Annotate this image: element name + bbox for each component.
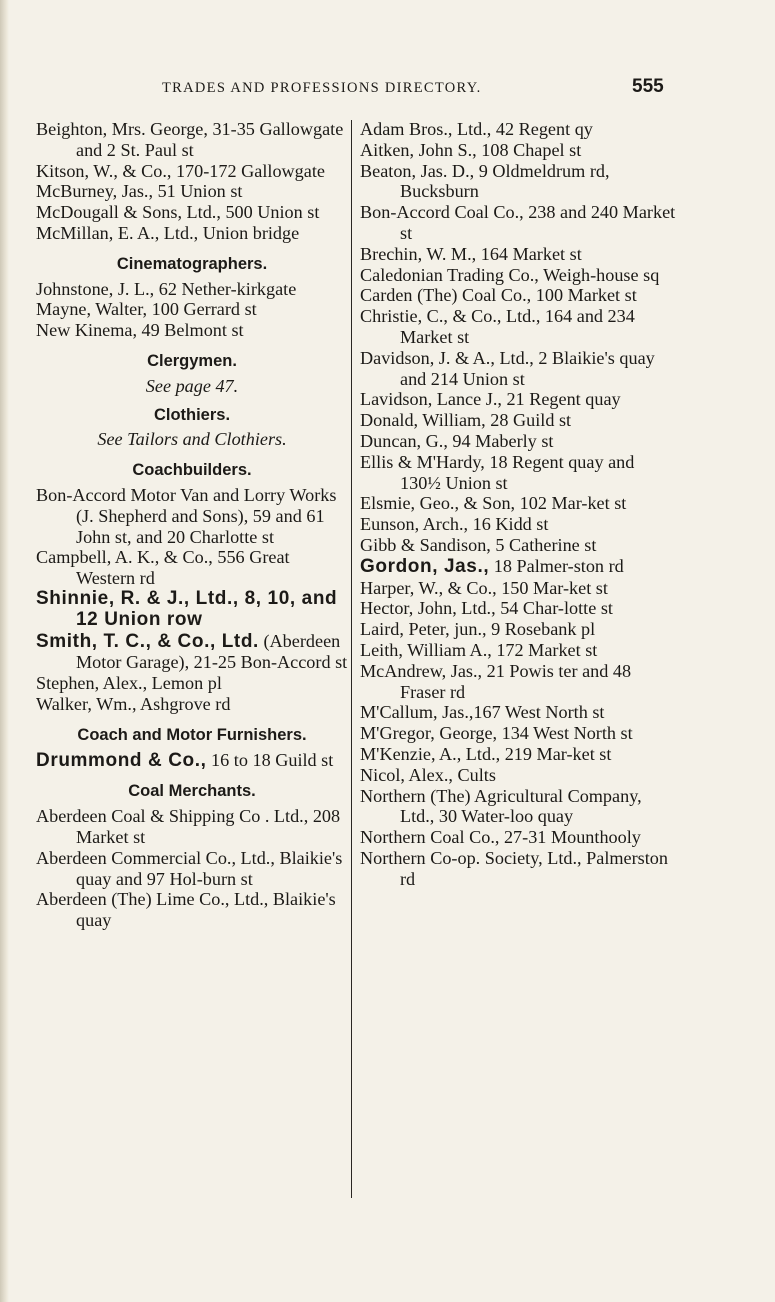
list-item: Ellis & M'Hardy, 18 Regent quay and 130½ Union st bbox=[360, 451, 635, 493]
list-item: Eunson, Arch., 16 Kidd st bbox=[360, 514, 549, 535]
list-item: Johnstone, J. L., 62 Nether-kirkgate bbox=[36, 278, 297, 299]
entry-address: 16 to 18 Guild st bbox=[206, 749, 334, 770]
list-item: Bon-Accord Motor Van and Lorry Works (J. Shepherd and Sons), 59 and 61 John st, and 20 Charlotte st bbox=[36, 484, 337, 547]
see-reference: See Tailors and Clothiers. bbox=[97, 429, 287, 450]
list-item: Adam Bros., Ltd., 42 Regent qy bbox=[360, 119, 593, 139]
list-item: M'Callum, Jas.,167 West North st bbox=[360, 702, 605, 723]
list-item: McMillan, E. A., Ltd., Union bridge bbox=[36, 222, 300, 243]
list-item: Duncan, G., 94 Maberly st bbox=[360, 430, 554, 451]
list-item: Campbell, A. K., & Co., 556 Great Western rd bbox=[36, 547, 290, 589]
list-item: Davidson, J. & A., Ltd., 2 Blaikie's quay and 214 Union st bbox=[360, 347, 655, 389]
list-item: Donald, William, 28 Guild st bbox=[360, 410, 572, 431]
right-column bbox=[360, 119, 678, 889]
page-spine-shadow bbox=[0, 0, 9, 1302]
list-item bbox=[36, 750, 348, 772]
section-heading-clergymen: Clergymen. bbox=[147, 351, 237, 370]
list-item: Kitson, W., & Co., 170-172 Gallowgate bbox=[36, 160, 325, 181]
see-reference: See page 47. bbox=[145, 375, 239, 396]
list-item: New Kinema, 49 Belmont st bbox=[36, 320, 244, 341]
list-item: Christie, C., & Co., Ltd., 164 and 234 Market st bbox=[360, 306, 635, 347]
section-heading-coachbuilders: Coachbuilders. bbox=[132, 461, 252, 480]
list-item: Beighton, Mrs. George, 31-35 Gallowgate and 2 St. Paul st bbox=[36, 119, 344, 160]
list-item: Harper, W., & Co., 150 Mar-ket st bbox=[360, 577, 608, 598]
running-head-title: TRADES AND PROFESSIONS DIRECTORY. bbox=[162, 80, 482, 96]
list-item: Elsmie, Geo., & Son, 102 Mar-ket st bbox=[360, 493, 627, 514]
entry-address: 18 Palmer-ston rd bbox=[489, 555, 624, 576]
section-heading-coal-merchants: Coal Merchants. bbox=[128, 782, 256, 801]
list-item: Nicol, Alex., Cults bbox=[360, 764, 496, 785]
list-item: McBurney, Jas., 51 Union st bbox=[36, 181, 243, 202]
list-item: Aitken, John S., 108 Chapel st bbox=[360, 139, 582, 160]
bold-business-name: Smith, T. C., & Co., Ltd. bbox=[36, 630, 259, 652]
list-item: Beaton, Jas. D., 9 Oldmeldrum rd, Bucksburn bbox=[360, 160, 610, 202]
page-number: 555 bbox=[632, 76, 664, 97]
list-item: Lavidson, Lance J., 21 Regent quay bbox=[360, 389, 621, 410]
list-item: Leith, William A., 172 Market st bbox=[360, 639, 598, 660]
list-item: Mayne, Walter, 100 Gerrard st bbox=[36, 299, 257, 320]
list-item: M'Kenzie, A., Ltd., 219 Mar-ket st bbox=[360, 743, 612, 764]
list-item bbox=[360, 556, 678, 578]
entry-address: (Aberdeen Motor Garage), 21-25 Bon-Accord st bbox=[76, 630, 348, 673]
list-item: M'Gregor, George, 134 West North st bbox=[360, 723, 633, 744]
list-item: Gibb & Sandison, 5 Catherine st bbox=[360, 534, 597, 555]
list-item: Hector, John, Ltd., 54 Char-lotte st bbox=[360, 598, 613, 619]
section-heading-clothiers: Clothiers. bbox=[153, 405, 231, 424]
list-item: Aberdeen Commercial Co., Ltd., Blaikie's quay and 97 Hol-burn st bbox=[36, 847, 343, 889]
list-item: Brechin, W. M., 164 Market st bbox=[360, 243, 582, 264]
list-item: McDougall & Sons, Ltd., 500 Union st bbox=[36, 202, 320, 223]
running-head bbox=[0, 76, 775, 100]
left-column bbox=[36, 119, 348, 931]
list-item: Aberdeen (The) Lime Co., Ltd., Blaikie's quay bbox=[36, 889, 336, 931]
list-item: Caledonian Trading Co., Weigh-house sq bbox=[360, 264, 660, 285]
list-item: McAndrew, Jas., 21 Powis ter and 48 Fraser rd bbox=[360, 660, 632, 702]
list-item: Carden (The) Coal Co., 100 Market st bbox=[360, 285, 637, 306]
list-item: Stephen, Alex., Lemon pl bbox=[36, 673, 222, 694]
bold-business-name: Drummond & Co., bbox=[36, 749, 207, 771]
column-divider bbox=[351, 120, 352, 1198]
bold-business-name: Gordon, Jas., bbox=[360, 555, 490, 577]
list-item: Northern Coal Co., 27-31 Mounthooly bbox=[360, 827, 641, 848]
section-heading-cinematographers: Cinematographers. bbox=[116, 254, 268, 273]
list-item: Northern Co-op. Society, Ltd., Palmerston rd bbox=[360, 847, 668, 889]
list-item: Northern (The) Agricultural Company, Ltd., 30 Water-loo quay bbox=[360, 785, 642, 827]
list-item: Aberdeen Coal & Shipping Co . Ltd., 208 Market st bbox=[36, 806, 341, 847]
list-item: Bon-Accord Coal Co., 238 and 240 Market st bbox=[360, 202, 676, 243]
list-item-bold: Shinnie, R. & J., Ltd., 8, 10, and 12 Union row bbox=[36, 587, 338, 630]
list-item: Laird, Peter, jun., 9 Rosebank pl bbox=[360, 619, 596, 640]
section-heading-coach-motor-furnishers: Coach and Motor Furnishers. bbox=[77, 725, 307, 744]
list-item bbox=[36, 631, 348, 674]
list-item: Walker, Wm., Ashgrove rd bbox=[36, 693, 231, 714]
